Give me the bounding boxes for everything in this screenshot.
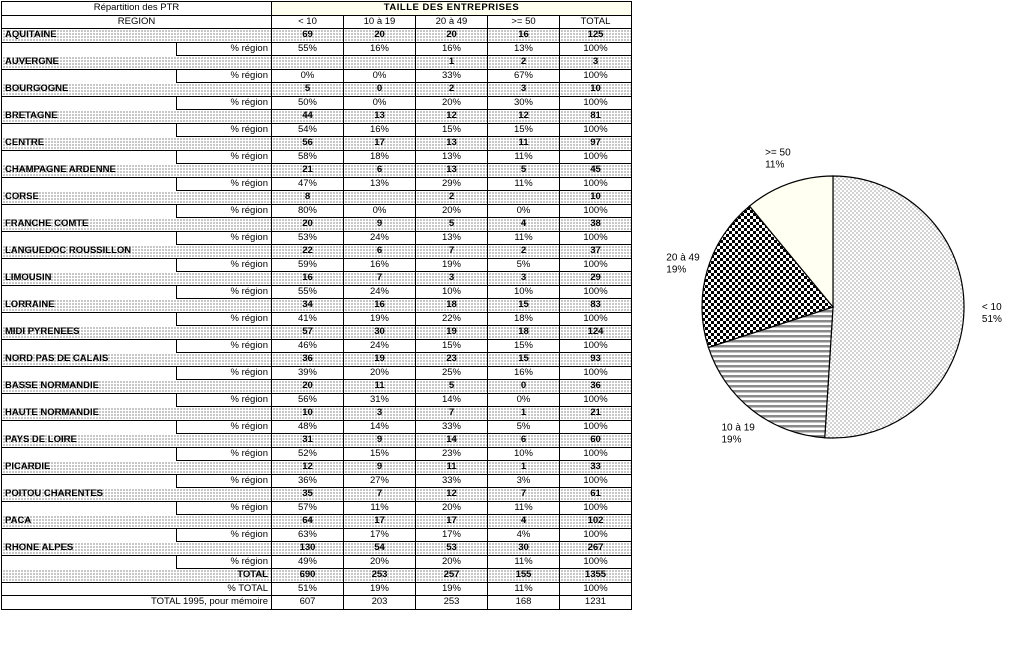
pct-cell: 100%	[560, 501, 632, 515]
pct-cell: 16%	[344, 42, 416, 56]
pct-total-row-cell: 100%	[560, 582, 632, 596]
region-name: MIDI PYRENEES	[2, 326, 272, 340]
count-cell: 20	[272, 218, 344, 232]
region-name: NORD PAS DE CALAIS	[2, 353, 272, 367]
count-cell: 3	[488, 272, 560, 286]
pie-percent-label: 19%	[721, 434, 742, 446]
pct-cell: 100%	[560, 42, 632, 56]
count-cell: 16	[272, 272, 344, 286]
count-cell: 10	[560, 191, 632, 205]
pct-cell: 100%	[560, 123, 632, 137]
count-cell: 11	[416, 461, 488, 475]
pct-cell: 13%	[416, 231, 488, 245]
pct-cell: 100%	[560, 474, 632, 488]
region-column-header: REGION	[2, 15, 272, 29]
pct-cell: 100%	[560, 339, 632, 353]
pie-label-ge-50	[765, 147, 791, 170]
pct-label: % région	[177, 501, 272, 515]
pct-label: % région	[177, 42, 272, 56]
pct-label: % région	[177, 339, 272, 353]
count-cell: 7	[344, 272, 416, 286]
count-cell: 14	[416, 434, 488, 448]
pct-label: % région	[177, 528, 272, 542]
pct-cell: 29%	[416, 177, 488, 191]
pct-cell: 3%	[488, 474, 560, 488]
count-cell: 15	[488, 353, 560, 367]
pie-category-label: >= 50	[765, 147, 791, 159]
pct-cell: 18%	[344, 150, 416, 164]
pct-cell: 33%	[416, 474, 488, 488]
pct-cell: 33%	[416, 69, 488, 83]
pct-label: % région	[177, 420, 272, 434]
total-row-cell: 155	[488, 569, 560, 583]
pct-cell: 52%	[272, 447, 344, 461]
region-name: HAUTE NORMANDIE	[2, 407, 272, 421]
pct-total-row-cell: 19%	[344, 582, 416, 596]
count-cell: 130	[272, 542, 344, 556]
pct-cell: 11%	[488, 177, 560, 191]
pct-cell: 55%	[272, 42, 344, 56]
count-cell: 33	[560, 461, 632, 475]
pct-cell: 20%	[416, 501, 488, 515]
count-cell: 22	[272, 245, 344, 259]
count-cell: 9	[344, 218, 416, 232]
total-1995-row-cell: 203	[344, 596, 416, 610]
pct-cell: 100%	[560, 393, 632, 407]
count-cell: 83	[560, 299, 632, 313]
pct-cell: 100%	[560, 312, 632, 326]
pct-cell: 49%	[272, 555, 344, 569]
pct-cell: 54%	[272, 123, 344, 137]
count-cell: 17	[344, 137, 416, 151]
pie-percent-label: 11%	[765, 159, 785, 171]
pct-cell: 22%	[416, 312, 488, 326]
count-cell: 6	[344, 245, 416, 259]
count-cell: 69	[272, 29, 344, 43]
pct-cell: 0%	[344, 69, 416, 83]
pct-cell: 15%	[416, 123, 488, 137]
region-name: FRANCHE COMTE	[2, 218, 272, 232]
count-cell: 2	[488, 56, 560, 70]
count-cell: 93	[560, 353, 632, 367]
count-cell: 12	[488, 110, 560, 124]
pct-total-row-cell: 11%	[488, 582, 560, 596]
total-1995-row-label: TOTAL 1995, pour mémoire	[2, 596, 272, 610]
count-cell: 13	[416, 164, 488, 178]
pct-cell: 25%	[416, 366, 488, 380]
count-cell: 44	[272, 110, 344, 124]
total-row-cell: 257	[416, 569, 488, 583]
count-cell: 30	[344, 326, 416, 340]
count-cell: 124	[560, 326, 632, 340]
pct-cell: 11%	[488, 231, 560, 245]
pie-percent-label: 51%	[981, 314, 1002, 325]
pct-cell: 48%	[272, 420, 344, 434]
pct-cell: 16%	[344, 123, 416, 137]
size-header: 20 à 49	[416, 15, 488, 29]
pct-cell: 100%	[560, 447, 632, 461]
count-cell: 60	[560, 434, 632, 448]
count-cell: 20	[272, 380, 344, 394]
region-name: CENTRE	[2, 137, 272, 151]
table-title: Répartition des PTR	[2, 2, 272, 16]
region-name: PAYS DE LOIRE	[2, 434, 272, 448]
pct-total-row-label: % TOTAL	[2, 582, 272, 596]
count-cell: 34	[272, 299, 344, 313]
count-cell: 15	[488, 299, 560, 313]
pct-cell: 16%	[344, 258, 416, 272]
pct-cell: 10%	[488, 285, 560, 299]
pct-label: % région	[177, 285, 272, 299]
pct-cell: 16%	[416, 42, 488, 56]
pct-label: % région	[177, 555, 272, 569]
pct-cell: 55%	[272, 285, 344, 299]
count-cell: 31	[272, 434, 344, 448]
size-group-header: TAILLE DES ENTREPRISES	[272, 2, 632, 16]
pct-cell: 13%	[344, 177, 416, 191]
count-cell: 12	[416, 488, 488, 502]
pct-cell: 20%	[416, 204, 488, 218]
pct-label: % région	[177, 150, 272, 164]
count-cell: 11	[488, 137, 560, 151]
count-cell: 102	[560, 515, 632, 529]
count-cell: 6	[488, 434, 560, 448]
pct-cell: 100%	[560, 69, 632, 83]
count-cell: 19	[344, 353, 416, 367]
count-cell: 13	[344, 110, 416, 124]
pct-cell: 23%	[416, 447, 488, 461]
total-1995-row-cell: 1231	[560, 596, 632, 610]
pct-cell: 16%	[488, 366, 560, 380]
pct-label: % région	[177, 312, 272, 326]
count-cell: 12	[272, 461, 344, 475]
pct-cell: 20%	[344, 366, 416, 380]
size-header: >= 50	[488, 15, 560, 29]
count-cell: 38	[560, 218, 632, 232]
count-cell: 2	[416, 83, 488, 97]
count-cell: 125	[560, 29, 632, 43]
pct-cell: 10%	[416, 285, 488, 299]
count-cell: 7	[488, 488, 560, 502]
count-cell: 17	[416, 515, 488, 529]
pct-cell: 15%	[416, 339, 488, 353]
pct-cell: 11%	[488, 501, 560, 515]
pct-cell: 0%	[344, 204, 416, 218]
count-cell: 20	[344, 29, 416, 43]
pct-cell: 20%	[416, 555, 488, 569]
pct-cell: 0%	[272, 69, 344, 83]
pie-category-label: < 10	[981, 302, 1002, 313]
pct-cell: 0%	[488, 204, 560, 218]
region-name: LIMOUSIN	[2, 272, 272, 286]
pct-cell: 80%	[272, 204, 344, 218]
count-cell: 29	[560, 272, 632, 286]
pct-cell: 15%	[488, 123, 560, 137]
pie-category-label: 20 à 49	[666, 252, 700, 264]
pct-cell: 11%	[488, 150, 560, 164]
pct-cell: 47%	[272, 177, 344, 191]
pct-cell: 14%	[344, 420, 416, 434]
pct-cell: 15%	[488, 339, 560, 353]
count-cell: 3	[560, 56, 632, 70]
pct-cell: 0%	[488, 393, 560, 407]
count-cell: 37	[560, 245, 632, 259]
count-cell: 9	[344, 461, 416, 475]
count-cell: 2	[488, 245, 560, 259]
count-cell: 7	[416, 407, 488, 421]
count-cell: 36	[560, 380, 632, 394]
pct-cell: 13%	[416, 150, 488, 164]
count-cell: 13	[416, 137, 488, 151]
pct-cell: 31%	[344, 393, 416, 407]
count-cell: 8	[272, 191, 344, 205]
region-name: BOURGOGNE	[2, 83, 272, 97]
count-cell: 57	[272, 326, 344, 340]
pct-cell: 17%	[344, 528, 416, 542]
size-header: TOTAL	[560, 15, 632, 29]
region-name: CORSE	[2, 191, 272, 205]
count-cell: 3	[344, 407, 416, 421]
count-cell: 56	[272, 137, 344, 151]
pct-cell: 33%	[416, 420, 488, 434]
pct-cell: 58%	[272, 150, 344, 164]
pie-category-label: 10 à 19	[721, 422, 755, 434]
pct-cell: 11%	[344, 501, 416, 515]
pct-cell: 24%	[344, 339, 416, 353]
pie-percent-label: 19%	[666, 264, 687, 276]
pct-cell: 53%	[272, 231, 344, 245]
count-cell: 10	[272, 407, 344, 421]
pct-cell: 100%	[560, 366, 632, 380]
pct-label: % région	[177, 258, 272, 272]
pct-cell: 100%	[560, 231, 632, 245]
pct-cell: 11%	[488, 555, 560, 569]
region-name: RHONE ALPES	[2, 542, 272, 556]
count-cell: 30	[488, 542, 560, 556]
count-cell: 53	[416, 542, 488, 556]
region-name: BRETAGNE	[2, 110, 272, 124]
pct-cell: 19%	[416, 258, 488, 272]
count-cell: 17	[344, 515, 416, 529]
count-cell: 20	[416, 29, 488, 43]
pct-label: % région	[177, 447, 272, 461]
count-cell: 1	[416, 56, 488, 70]
pct-cell: 100%	[560, 150, 632, 164]
count-cell: 23	[416, 353, 488, 367]
pct-cell: 100%	[560, 258, 632, 272]
count-cell: 5	[488, 164, 560, 178]
total-row-cell: 253	[344, 569, 416, 583]
pct-cell: 50%	[272, 96, 344, 110]
count-cell: 5	[416, 380, 488, 394]
pct-label: % région	[177, 96, 272, 110]
pct-cell: 41%	[272, 312, 344, 326]
count-cell: 7	[416, 245, 488, 259]
count-cell: 0	[344, 83, 416, 97]
pct-cell: 13%	[488, 42, 560, 56]
count-cell: 45	[560, 164, 632, 178]
total-1995-row-cell: 607	[272, 596, 344, 610]
pct-label: % région	[177, 474, 272, 488]
count-cell: 35	[272, 488, 344, 502]
count-cell: 18	[416, 299, 488, 313]
region-name: PACA	[2, 515, 272, 529]
pct-cell: 5%	[488, 420, 560, 434]
count-cell: 2	[416, 191, 488, 205]
region-name: POITOU CHARENTES	[2, 488, 272, 502]
count-cell: 9	[344, 434, 416, 448]
pct-cell: 100%	[560, 528, 632, 542]
count-cell: 18	[488, 326, 560, 340]
count-cell: 3	[416, 272, 488, 286]
count-cell: 21	[560, 407, 632, 421]
pct-cell: 56%	[272, 393, 344, 407]
pct-cell: 20%	[344, 555, 416, 569]
pct-label: % région	[177, 177, 272, 191]
pct-cell: 10%	[488, 447, 560, 461]
pct-cell: 100%	[560, 177, 632, 191]
pct-label: % région	[177, 366, 272, 380]
pct-cell: 100%	[560, 420, 632, 434]
pct-label: % région	[177, 231, 272, 245]
count-cell: 267	[560, 542, 632, 556]
total-row-cell: 1355	[560, 569, 632, 583]
count-cell: 1	[488, 461, 560, 475]
pct-label: % région	[177, 393, 272, 407]
region-name: BASSE NORMANDIE	[2, 380, 272, 394]
count-cell: 19	[416, 326, 488, 340]
pct-total-row-cell: 19%	[416, 582, 488, 596]
count-cell: 16	[344, 299, 416, 313]
pct-cell: 57%	[272, 501, 344, 515]
count-cell: 12	[416, 110, 488, 124]
pct-cell: 100%	[560, 555, 632, 569]
pct-cell: 27%	[344, 474, 416, 488]
pie-label-20-49	[666, 253, 700, 276]
count-cell: 10	[560, 83, 632, 97]
pct-cell: 63%	[272, 528, 344, 542]
count-cell: 11	[344, 380, 416, 394]
pie-label-10-19	[722, 423, 756, 446]
pct-label: % région	[177, 69, 272, 83]
pct-label: % région	[177, 123, 272, 137]
count-cell: 5	[416, 218, 488, 232]
count-cell: 54	[344, 542, 416, 556]
count-cell: 16	[488, 29, 560, 43]
pct-cell: 15%	[344, 447, 416, 461]
pct-label: % région	[177, 204, 272, 218]
pct-cell: 100%	[560, 204, 632, 218]
pct-cell: 67%	[488, 69, 560, 83]
count-cell: 3	[488, 83, 560, 97]
pct-cell: 46%	[272, 339, 344, 353]
pct-total-row-cell: 51%	[272, 582, 344, 596]
region-name: AQUITAINE	[2, 29, 272, 43]
count-cell: 21	[272, 164, 344, 178]
pct-cell: 30%	[488, 96, 560, 110]
count-cell: 0	[488, 380, 560, 394]
pct-cell: 5%	[488, 258, 560, 272]
pie-slice-lt-10	[825, 176, 964, 438]
pct-cell: 100%	[560, 96, 632, 110]
region-name: PICARDIE	[2, 461, 272, 475]
count-cell: 36	[272, 353, 344, 367]
region-name: CHAMPAGNE ARDENNE	[2, 164, 272, 178]
pct-cell: 19%	[344, 312, 416, 326]
pct-cell: 18%	[488, 312, 560, 326]
pct-cell: 59%	[272, 258, 344, 272]
count-cell: 4	[488, 218, 560, 232]
pct-cell: 4%	[488, 528, 560, 542]
count-cell: 7	[344, 488, 416, 502]
count-cell: 64	[272, 515, 344, 529]
total-1995-row-cell: 168	[488, 596, 560, 610]
pct-cell: 14%	[416, 393, 488, 407]
pct-cell: 0%	[344, 96, 416, 110]
pct-cell: 24%	[344, 231, 416, 245]
count-cell: 61	[560, 488, 632, 502]
total-row-label: TOTAL	[2, 569, 272, 583]
pct-cell: 39%	[272, 366, 344, 380]
size-header: 10 à 19	[344, 15, 416, 29]
total-1995-row-cell: 253	[416, 596, 488, 610]
pct-cell: 24%	[344, 285, 416, 299]
count-cell: 6	[344, 164, 416, 178]
region-name: AUVERGNE	[2, 56, 272, 70]
count-cell: 5	[272, 83, 344, 97]
count-cell: 1	[488, 407, 560, 421]
pct-cell: 36%	[272, 474, 344, 488]
size-header: < 10	[272, 15, 344, 29]
region-name: LANGUEDOC ROUSSILLON	[2, 245, 272, 259]
pct-cell: 100%	[560, 285, 632, 299]
pct-cell: 20%	[416, 96, 488, 110]
region-name: LORRAINE	[2, 299, 272, 313]
pct-cell: 17%	[416, 528, 488, 542]
pie-label-lt-10	[982, 302, 1002, 325]
count-cell: 4	[488, 515, 560, 529]
count-cell: 81	[560, 110, 632, 124]
total-row-cell: 690	[272, 569, 344, 583]
count-cell: 97	[560, 137, 632, 151]
